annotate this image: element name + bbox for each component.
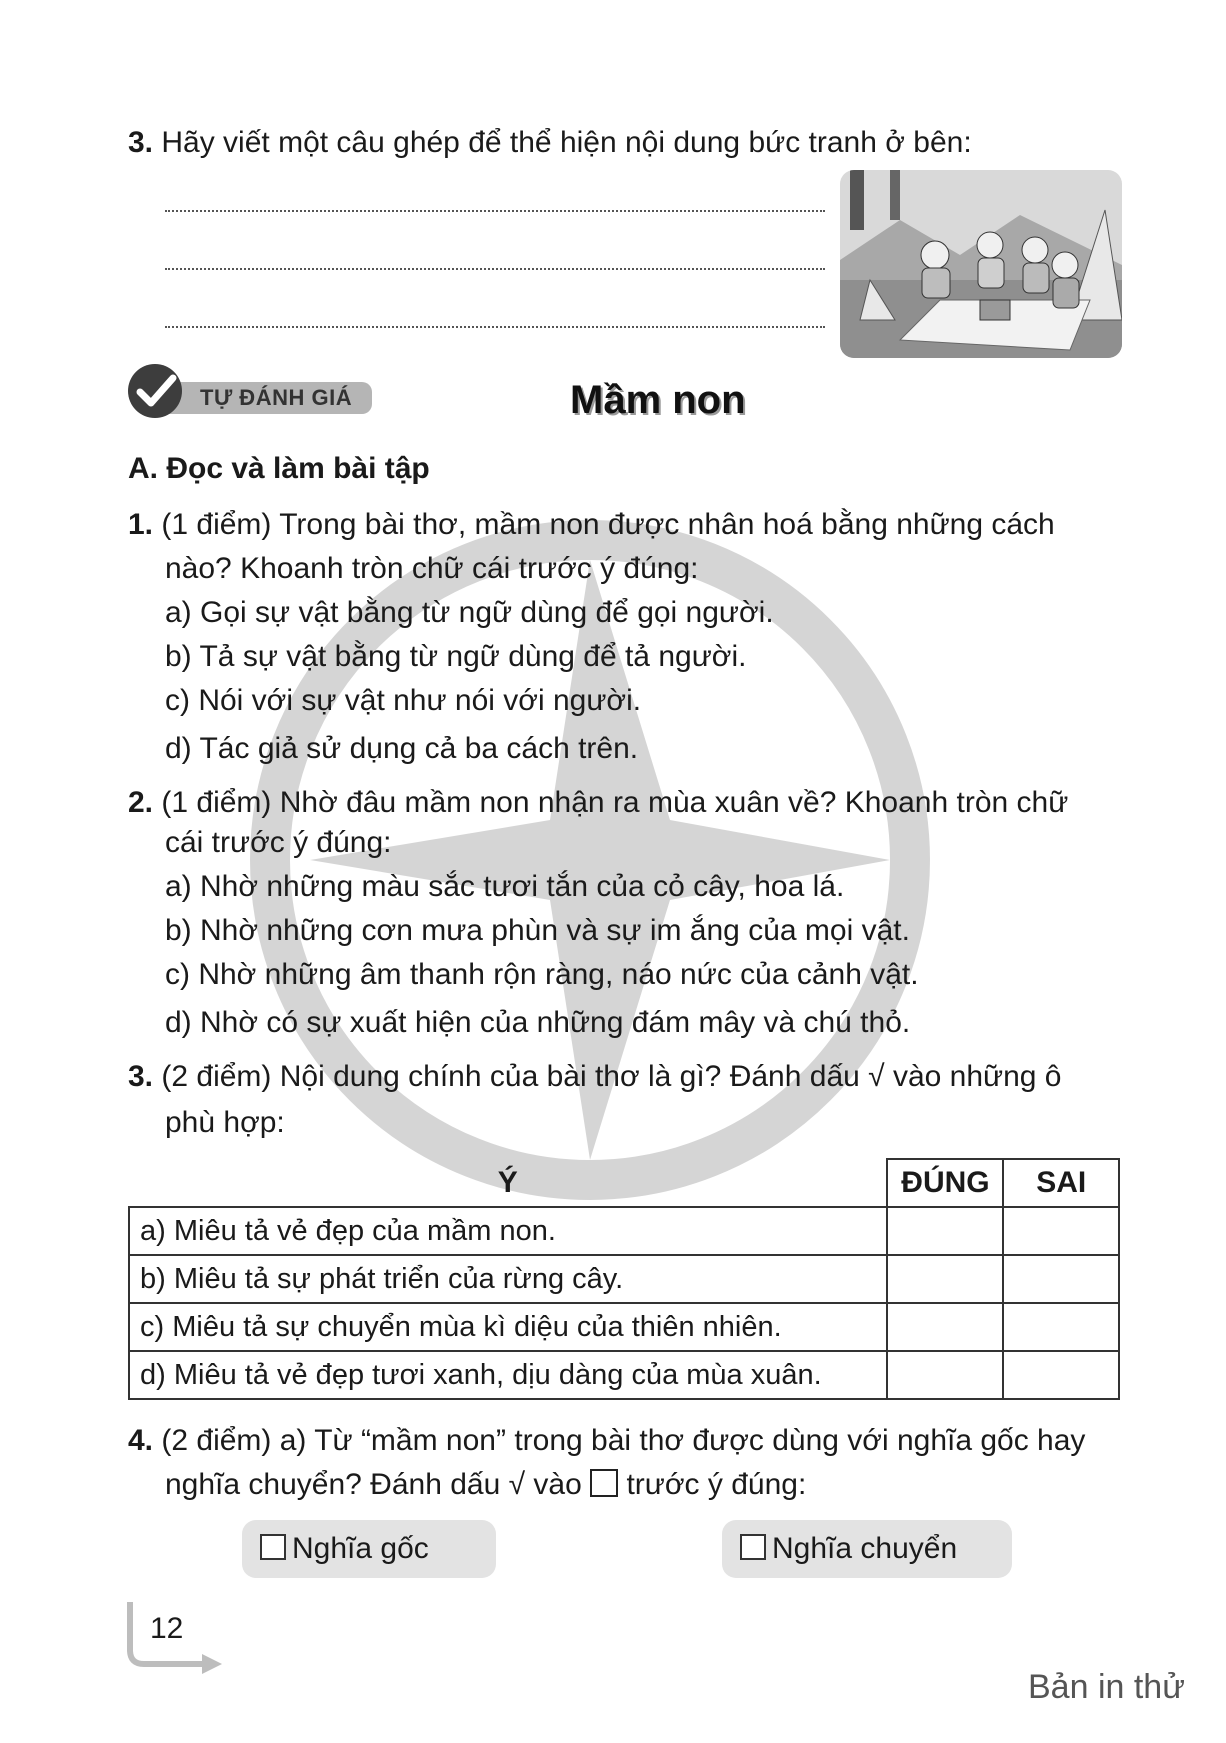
false-cell[interactable]: [1003, 1303, 1119, 1351]
false-cell[interactable]: [1003, 1351, 1119, 1399]
table-row: [129, 1303, 1119, 1351]
true-cell[interactable]: [887, 1351, 1003, 1399]
q2-option-a[interactable]: a) Nhờ những màu sắc tươi tắn của cỏ cây, hoa lá.: [165, 870, 845, 903]
checkbox-icon[interactable]: [260, 1534, 286, 1560]
header-statement: Ý: [129, 1159, 887, 1207]
q2-option-c[interactable]: c) Nhờ những âm thanh rộn ràng, náo nức của cảnh vật.: [165, 958, 919, 991]
option-label: Nghĩa chuyển: [772, 1532, 958, 1565]
q1-line1: [128, 506, 1055, 544]
true-cell[interactable]: [887, 1255, 1003, 1303]
answer-line[interactable]: [165, 208, 825, 212]
q1-text: (1 điểm) Trong bài thơ, mầm non được nhân hoá bằng những cách: [161, 508, 1055, 541]
lesson-title: Mầm non: [570, 378, 746, 422]
table-header-row: [129, 1159, 1119, 1207]
q1-option-a[interactable]: a) Gọi sự vật bằng từ ngữ dùng để gọi người.: [165, 596, 774, 629]
header-true: ĐÚNG: [887, 1159, 1003, 1207]
q2-option-b[interactable]: b) Nhờ những cơn mưa phùn và sự im ắng của mọi vật.: [165, 914, 910, 947]
q3-top-prompt: [128, 124, 972, 162]
true-cell[interactable]: [887, 1303, 1003, 1351]
option-literal-meaning[interactable]: [242, 1520, 496, 1578]
q4-line2-end: trước ý đúng:: [626, 1468, 807, 1501]
table-row: [129, 1351, 1119, 1399]
q3-top-number: 3.: [128, 126, 154, 159]
q2-option-d[interactable]: d) Nhờ có sự xuất hiện của những đám mây và chú thỏ.: [165, 1006, 911, 1039]
section-heading: A. Đọc và làm bài tập: [128, 452, 430, 485]
header-false: SAI: [1003, 1159, 1119, 1207]
q4-line1: [128, 1422, 1085, 1460]
q4-number: 4.: [128, 1424, 154, 1457]
false-cell[interactable]: [1003, 1207, 1119, 1255]
q1-option-c[interactable]: c) Nói với sự vật như nói với người.: [165, 684, 642, 717]
q3-number: 3.: [128, 1060, 154, 1093]
q2-line2: cái trước ý đúng:: [165, 826, 392, 859]
q3-line2: phù hợp:: [165, 1106, 285, 1139]
row-statement: b) Miêu tả sự phát triển của rừng cây.: [129, 1255, 887, 1303]
q1-option-d[interactable]: d) Tác giả sử dụng cả ba cách trên.: [165, 732, 639, 765]
option-label: Nghĩa gốc: [292, 1532, 429, 1565]
q3-top-text: Hãy viết một câu ghép để thể hiện nội dung bức tranh ở bên:: [161, 126, 972, 159]
false-cell[interactable]: [1003, 1255, 1119, 1303]
answer-line[interactable]: [165, 324, 825, 328]
q1-line2: nào? Khoanh tròn chữ cái trước ý đúng:: [165, 552, 699, 585]
table-row: [129, 1255, 1119, 1303]
q3-line1: [128, 1058, 1062, 1096]
option-figurative-meaning[interactable]: [722, 1520, 1012, 1578]
checkmark-icon: [128, 364, 182, 418]
q3-text: (2 điểm) Nội dung chính của bài thơ là gì? Đánh dấu √ vào những ô: [161, 1060, 1062, 1093]
q4-line2: [165, 1466, 806, 1504]
page-number: 12: [150, 1612, 184, 1645]
q4-line2-start: nghĩa chuyển? Đánh dấu √ vào: [165, 1468, 582, 1501]
q2-line1: [128, 784, 1068, 822]
row-statement: a) Miêu tả vẻ đẹp của mầm non.: [129, 1207, 887, 1255]
checkbox-icon[interactable]: [740, 1534, 766, 1560]
q1-option-b[interactable]: b) Tả sự vật bằng từ ngữ dùng để tả người.: [165, 640, 747, 673]
picnic-illustration: [840, 170, 1122, 358]
true-false-table: [128, 1158, 1120, 1400]
table-row: [129, 1207, 1119, 1255]
row-statement: c) Miêu tả sự chuyển mùa kì diệu của thiên nhiên.: [129, 1303, 887, 1351]
q2-text: (1 điểm) Nhờ đâu mầm non nhận ra mùa xuân về? Khoanh tròn chữ: [161, 786, 1069, 819]
q1-number: 1.: [128, 508, 154, 541]
q4-text: (2 điểm) a) Từ “mầm non” trong bài thơ được dùng với nghĩa gốc hay: [161, 1424, 1086, 1457]
true-cell[interactable]: [887, 1207, 1003, 1255]
checkbox-icon: [590, 1469, 618, 1497]
footer-watermark-text: Bản in thử: [1028, 1668, 1185, 1706]
row-statement: d) Miêu tả vẻ đẹp tươi xanh, dịu dàng của mùa xuân.: [129, 1351, 887, 1399]
answer-line[interactable]: [165, 266, 825, 270]
badge-label: TỰ ĐÁNH GIÁ: [200, 385, 353, 410]
q2-number: 2.: [128, 786, 154, 819]
